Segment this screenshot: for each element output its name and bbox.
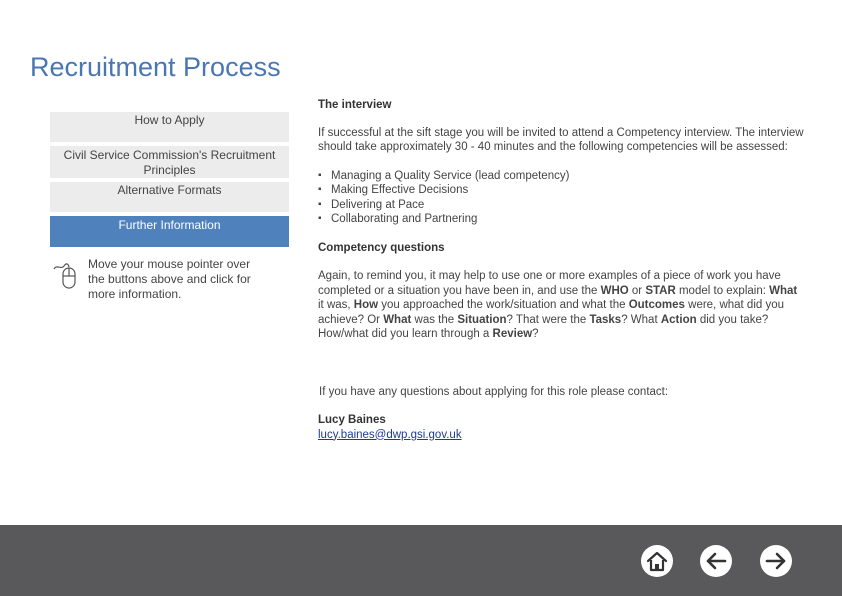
competency-list <box>318 169 804 227</box>
mouse-icon <box>52 258 78 290</box>
contact-intro: If you have any questions about applying for this role please contact: <box>319 385 669 398</box>
arrow-left-icon <box>700 545 732 577</box>
list-item: ▪ Managing a Quality Service (lead competency) <box>318 169 804 184</box>
content-panel <box>318 98 804 442</box>
interview-heading: The interview <box>318 99 392 111</box>
page-title: Recruitment Process <box>30 52 281 82</box>
back-button[interactable] <box>700 545 732 577</box>
home-button[interactable] <box>641 545 673 577</box>
interview-text: If successful at the sift stage you will be invited to attend a Competency interview. The interview should take approximately 30 - 40 minutes and the following competencies will be assessed: <box>318 126 804 153</box>
list-item: ▪ Making Effective Decisions <box>318 183 804 198</box>
home-icon <box>641 545 673 577</box>
how-to-apply-button[interactable]: How to Apply <box>50 112 289 142</box>
list-item: ▪ Collaborating and Partnering <box>318 212 804 227</box>
list-item: ▪ Delivering at Pace <box>318 198 804 213</box>
alternative-formats-button[interactable]: Alternative Formats <box>50 182 289 212</box>
competency-questions-text: Again, to remind you, it may help to use one or more examples of a piece of work you have completed or a situation you have been in, and use the WHO or STAR model to explain: What it was, How you approached the work/situation and what the Outcomes were, what did you achieve? Or What was the Situation? That were the Tasks? What Action did you take? How/what did you learn through a Review? <box>318 270 798 340</box>
hint-text: Move your mouse pointer over the buttons above and click for more information. <box>88 257 251 301</box>
arrow-right-icon <box>760 545 792 577</box>
competency-questions-heading: Competency questions <box>318 241 445 254</box>
contact-name: Lucy Baines <box>318 414 386 426</box>
further-information-button[interactable]: Further Information <box>50 216 289 247</box>
contact-email-link[interactable]: lucy.baines@dwp.gsi.gov.uk <box>318 428 462 441</box>
recruitment-principles-button[interactable]: Civil Service Commission's Recruitment Principles <box>50 146 289 178</box>
next-button[interactable] <box>760 545 792 577</box>
